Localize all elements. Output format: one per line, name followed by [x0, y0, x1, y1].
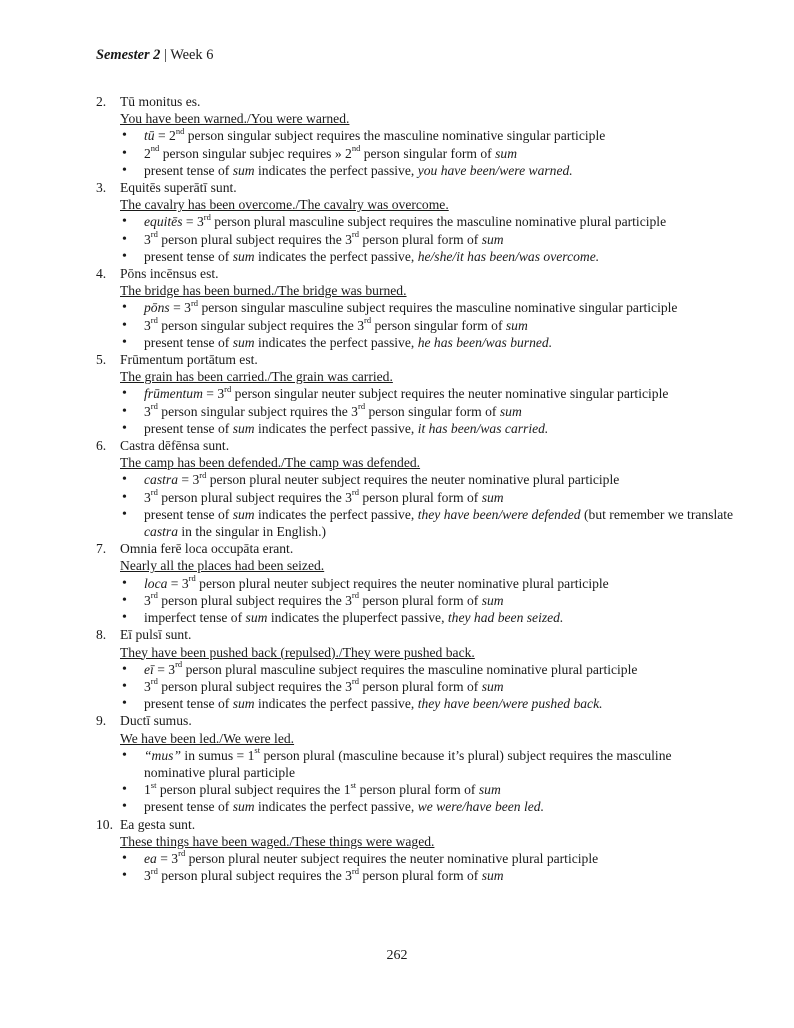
bullet-text: present tense of: [144, 696, 233, 712]
english-translation: We have been led./We were led.: [120, 730, 295, 746]
ordinal-suffix: rd: [224, 383, 232, 394]
latin-sentence: Omnia ferē loca occupāta erant.: [120, 541, 294, 557]
bullet-text: person plural neuter subject requires the neuter nominative plural participle: [195, 575, 609, 591]
explanation-bullet: [120, 420, 736, 437]
explanation-bullet: [120, 162, 736, 179]
english-translation-line: [120, 282, 736, 299]
explanation-bullet: [120, 145, 736, 162]
ordinal-suffix: rd: [203, 211, 211, 222]
item-number: 9.: [96, 713, 107, 729]
item-number: 8.: [96, 627, 107, 643]
explanation-bullet: [120, 334, 736, 351]
explanation-list: [120, 213, 736, 265]
italic-term: sum: [478, 782, 501, 798]
ordinal-suffix: rd: [357, 401, 366, 412]
latin-sentence: Castra dēfēnsa sunt.: [120, 438, 230, 454]
header-separator: |: [163, 47, 167, 63]
italic-term: sum: [232, 248, 255, 264]
ordinal-suffix: rd: [178, 848, 186, 859]
english-translation: The cavalry has been overcome./The cavalry was overcome.: [120, 197, 449, 213]
running-header: [96, 47, 213, 64]
italic-term: sum: [232, 420, 255, 436]
english-translation: The grain has been carried./The grain was carried.: [120, 369, 393, 385]
bullet-text: person plural form of: [359, 868, 482, 884]
explanation-bullet: [120, 213, 736, 230]
italic-term: sum: [481, 868, 504, 884]
bullet-text: person plural form of: [359, 678, 482, 694]
ordinal-suffix: rd: [150, 676, 158, 687]
bullet-text: indicates the perfect passive,: [254, 696, 418, 712]
english-translation-line: [120, 110, 736, 127]
bullet-text: indicates the pluperfect passive,: [267, 610, 448, 626]
bullet-text: = 3: [169, 300, 191, 316]
english-translation-line: [120, 557, 736, 574]
english-translation-line: [120, 368, 736, 385]
italic-term: tū: [144, 128, 155, 144]
bullet-text: in sumus = 1: [181, 747, 255, 763]
explanation-bullet: [120, 385, 736, 402]
explanation-list: [120, 661, 736, 713]
bullet-text: = 3: [156, 850, 179, 866]
italic-term: sum: [232, 696, 255, 712]
italic-term: sum: [481, 678, 504, 694]
italic-term: you have been/were warned.: [417, 162, 573, 178]
bullet-text: 3: [144, 678, 151, 694]
italic-term: they have been/were defended: [417, 506, 581, 522]
explanation-list: [120, 127, 736, 179]
bullet-text: indicates the perfect passive,: [254, 420, 418, 436]
bullet-text: = 3: [182, 214, 204, 230]
explanation-bullet: [120, 299, 736, 316]
latin-sentence: Ea gesta sunt.: [120, 816, 196, 832]
explanation-list: [120, 471, 736, 540]
item-number: 4.: [96, 266, 107, 282]
explanation-bullet: [120, 231, 736, 248]
bullet-text: person plural subject requires the 3: [157, 489, 352, 505]
bullet-text: indicates the perfect passive,: [254, 799, 418, 815]
italic-term: castra: [144, 524, 178, 540]
italic-term: frūmentum: [144, 386, 203, 402]
italic-term: sum: [481, 231, 504, 247]
italic-term: sum: [481, 489, 504, 505]
bullet-text: present tense of: [144, 162, 233, 178]
italic-term: they have been/were pushed back.: [417, 696, 603, 712]
explanation-list: [120, 850, 736, 884]
italic-term: sum: [232, 334, 255, 350]
latin-sentence: Ductī sumus.: [120, 713, 192, 729]
answer-item: [96, 179, 736, 265]
ordinal-suffix: rd: [351, 865, 360, 876]
bullet-text: person plural neuter subject requires the neuter nominative plural participle: [185, 850, 599, 866]
bullet-text: = 3: [153, 661, 176, 677]
bullet-text: 3: [144, 317, 151, 333]
italic-term: sum: [499, 403, 522, 419]
ordinal-suffix: st: [350, 779, 357, 790]
italic-term: pōns: [144, 300, 170, 316]
ordinal-suffix: nd: [150, 143, 160, 154]
ordinal-suffix: rd: [351, 229, 360, 240]
italic-term: “mus”: [144, 747, 182, 763]
explanation-bullet: [120, 471, 736, 488]
bullet-text: 1: [144, 782, 151, 798]
english-translation: The bridge has been burned./The bridge was burned.: [120, 283, 407, 299]
bullet-text: indicates the perfect passive,: [254, 506, 418, 522]
explanation-bullet: [120, 489, 736, 506]
answer-item: [96, 540, 736, 626]
week-label: Week 6: [170, 47, 214, 63]
english-translation: You have been warned./You were warned.: [120, 111, 350, 127]
bullet-text: present tense of: [144, 799, 233, 815]
bullet-text: person plural form of: [359, 489, 482, 505]
bullet-text: person singular subjec requires » 2: [159, 145, 352, 161]
italic-term: he has been/was burned.: [417, 334, 553, 350]
english-translation: These things have been waged./These things were waged.: [120, 833, 435, 849]
ordinal-suffix: st: [254, 745, 261, 756]
ordinal-suffix: rd: [199, 469, 207, 480]
explanation-bullet: [120, 695, 736, 712]
latin-sentence: Tū monitus es.: [120, 94, 201, 109]
english-translation-line: [120, 644, 736, 661]
explanation-list: [120, 747, 736, 816]
italic-term: they had been seized.: [447, 610, 564, 626]
explanation-bullet: [120, 798, 736, 815]
bullet-text: indicates the perfect passive,: [254, 162, 418, 178]
latin-sentence: Equitēs superātī sunt.: [120, 180, 237, 196]
explanation-bullet: [120, 506, 736, 540]
bullet-text: (but remember we translate: [580, 506, 734, 522]
bullet-text: present tense of: [144, 420, 233, 436]
latin-sentence: Frūmentum portātum est.: [120, 352, 258, 368]
bullet-text: person plural subject requires the 3: [157, 592, 352, 608]
bullet-text: person plural subject requires the 3: [157, 231, 352, 247]
answer-item: [96, 816, 736, 885]
explanation-bullet: [120, 403, 736, 420]
bullet-text: in the singular in English.): [177, 524, 326, 540]
ordinal-suffix: rd: [150, 229, 158, 240]
explanation-bullet: [120, 678, 736, 695]
ordinal-suffix: rd: [150, 487, 158, 498]
ordinal-suffix: rd: [150, 315, 158, 326]
ordinal-suffix: rd: [364, 315, 372, 326]
bullet-text: present tense of: [144, 248, 233, 264]
italic-term: he/she/it has been/was overcome.: [417, 248, 600, 264]
italic-term: we were/have been led.: [417, 799, 545, 815]
ordinal-suffix: rd: [150, 865, 158, 876]
english-translation-line: [120, 833, 736, 850]
ordinal-suffix: rd: [351, 676, 360, 687]
explanation-list: [120, 575, 736, 627]
item-number: 5.: [96, 352, 107, 368]
bullet-text: person plural neuter subject requires the neuter nominative plural participle: [206, 472, 620, 488]
bullet-text: person plural form of: [356, 782, 479, 798]
ordinal-suffix: rd: [351, 590, 360, 601]
english-translation: They have been pushed back (repulsed)./They were pushed back.: [120, 644, 475, 660]
explanation-list: [120, 385, 736, 437]
bullet-text: = 3: [202, 386, 225, 402]
italic-term: eī: [144, 661, 154, 677]
explanation-bullet: [120, 850, 736, 867]
english-translation: Nearly all the places had been seized.: [120, 558, 325, 574]
latin-sentence: Pōns incēnsus est.: [120, 266, 219, 282]
italic-term: sum: [245, 610, 268, 626]
explanation-list: [120, 299, 736, 351]
answer-list: [96, 93, 736, 884]
bullet-text: person plural subject requires the 3: [157, 678, 352, 694]
bullet-text: indicates the perfect passive,: [254, 334, 418, 350]
italic-term: equitēs: [144, 214, 183, 230]
explanation-bullet: [120, 867, 736, 884]
explanation-bullet: [120, 317, 736, 334]
explanation-bullet: [120, 575, 736, 592]
answer-item: [96, 93, 736, 179]
ordinal-suffix: rd: [150, 590, 158, 601]
explanation-bullet: [120, 592, 736, 609]
english-translation-line: [120, 196, 736, 213]
english-translation: The camp has been defended./The camp was defended.: [120, 455, 421, 471]
bullet-text: person plural masculine subject requires the masculine nominative plural participle: [210, 214, 667, 230]
explanation-bullet: [120, 781, 736, 798]
explanation-bullet: [120, 127, 736, 144]
ordinal-suffix: rd: [188, 573, 196, 584]
italic-term: sum: [505, 317, 528, 333]
bullet-text: 3: [144, 403, 151, 419]
bullet-text: present tense of: [144, 506, 233, 522]
explanation-bullet: [120, 609, 736, 626]
ordinal-suffix: st: [150, 779, 157, 790]
italic-term: loca: [144, 575, 168, 591]
item-number: 2.: [96, 94, 107, 109]
item-number: 7.: [96, 541, 107, 557]
answer-item: [96, 437, 736, 540]
explanation-bullet: [120, 248, 736, 265]
english-translation-line: [120, 454, 736, 471]
answer-item: [96, 626, 736, 712]
item-number: 3.: [96, 180, 107, 196]
bullet-text: 3: [144, 231, 151, 247]
ordinal-suffix: rd: [190, 297, 199, 308]
bullet-text: 3: [144, 489, 151, 505]
answer-item: [96, 265, 736, 351]
italic-term: sum: [232, 506, 255, 522]
bullet-text: imperfect tense of: [144, 610, 246, 626]
bullet-text: person plural masculine subject requires the masculine nominative plural participle: [182, 661, 638, 677]
semester-label: Semester 2: [96, 47, 161, 63]
bullet-text: 2: [144, 145, 151, 161]
italic-term: sum: [481, 592, 504, 608]
italic-term: sum: [495, 145, 518, 161]
bullet-text: = 2: [154, 128, 176, 144]
bullet-text: person plural form of: [359, 592, 482, 608]
bullet-text: person singular masculine subject requires the masculine nominative singular participle: [198, 300, 678, 316]
latin-sentence: Eī pulsī sunt.: [120, 627, 192, 643]
bullet-text: person singular form of: [371, 317, 506, 333]
ordinal-suffix: nd: [175, 125, 185, 136]
bullet-text: person plural subject requires the 3: [157, 868, 352, 884]
page-number: 262: [386, 948, 408, 963]
bullet-text: 3: [144, 868, 151, 884]
ordinal-suffix: rd: [175, 659, 183, 670]
ordinal-suffix: nd: [351, 143, 361, 154]
italic-term: castra: [144, 472, 178, 488]
italic-term: it has been/was carried.: [417, 420, 549, 436]
ordinal-suffix: rd: [351, 487, 360, 498]
bullet-text: = 3: [177, 472, 200, 488]
italic-term: sum: [232, 799, 255, 815]
explanation-bullet: [120, 747, 736, 781]
bullet-text: person singular subject requires the 3: [157, 317, 365, 333]
item-number: 10.: [96, 816, 113, 832]
bullet-text: 3: [144, 592, 151, 608]
bullet-text: person plural (masculine because it’s plural) subject requires the masculine nominative plural participle: [144, 747, 672, 780]
bullet-text: person singular subject rquires the 3: [157, 403, 358, 419]
bullet-text: person plural subject requires the 1: [156, 782, 351, 798]
bullet-text: present tense of: [144, 334, 233, 350]
bullet-text: indicates the perfect passive,: [254, 248, 418, 264]
explanation-bullet: [120, 661, 736, 678]
english-translation-line: [120, 730, 736, 747]
bullet-text: = 3: [167, 575, 189, 591]
bullet-text: person singular neuter subject requires the neuter nominative singular participle: [231, 386, 669, 402]
italic-term: sum: [232, 162, 255, 178]
bullet-text: person singular subject requires the masculine nominative singular participle: [184, 128, 606, 144]
ordinal-suffix: rd: [150, 401, 158, 412]
item-number: 6.: [96, 438, 107, 454]
bullet-text: person singular form of: [365, 403, 500, 419]
answer-item: [96, 351, 736, 437]
bullet-text: person plural form of: [359, 231, 482, 247]
italic-term: ea: [144, 850, 157, 866]
answer-item: [96, 712, 736, 815]
bullet-text: person singular form of: [360, 145, 496, 161]
